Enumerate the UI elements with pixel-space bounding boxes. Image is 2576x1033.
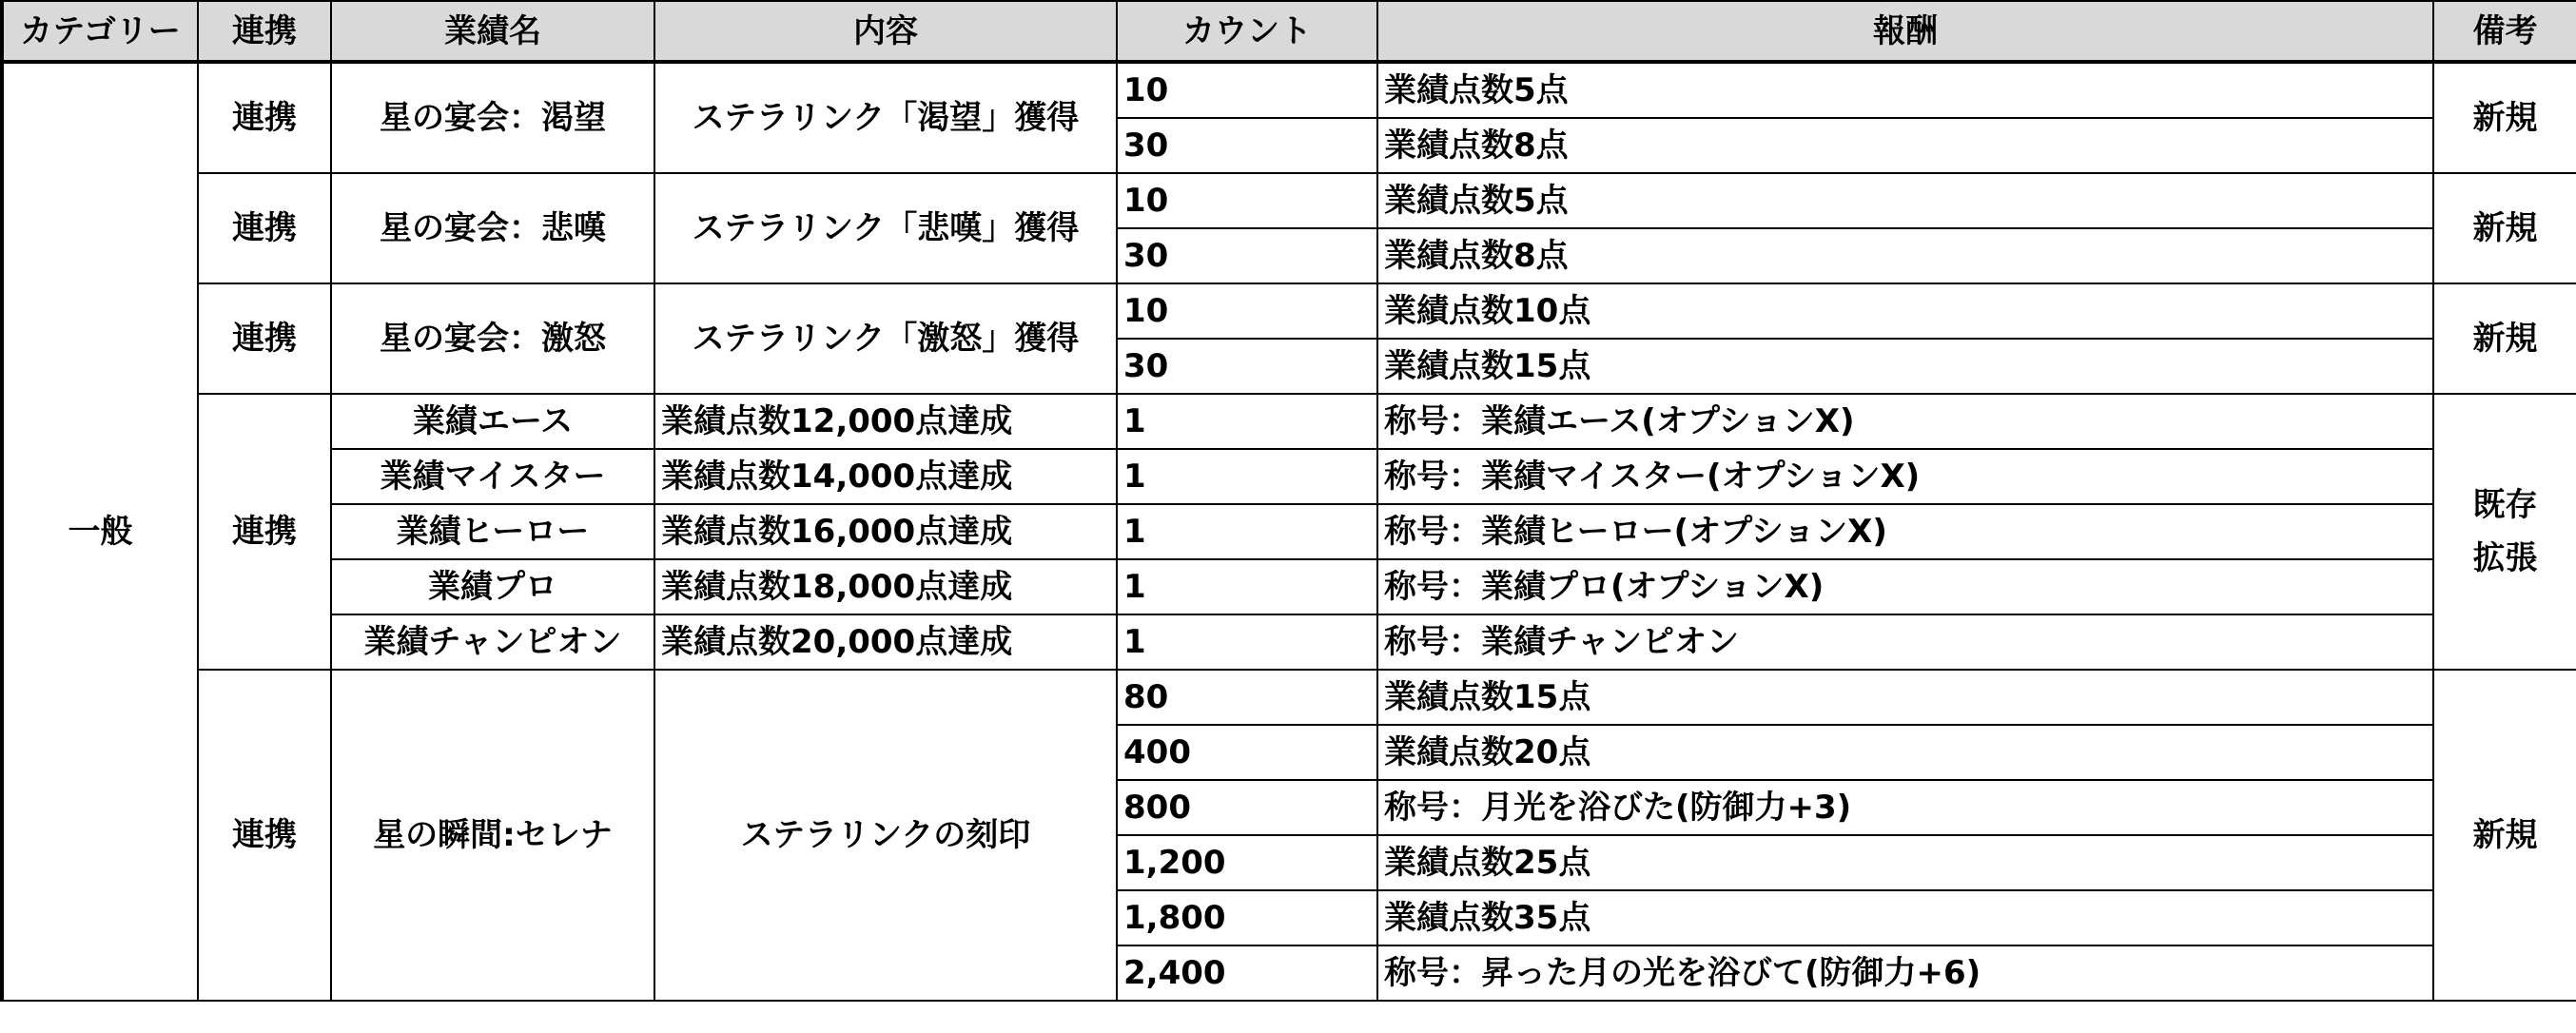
content-cell: 業績点数14,000点達成 [654,449,1117,504]
link-cell: 連携 [198,283,331,394]
count-cell: 10 [1117,173,1377,228]
note-cell: 新規 [2433,173,2576,283]
reward-cell: 業績点数35点 [1377,890,2433,945]
content-cell: 業績点数16,000点達成 [654,504,1117,559]
content-cell: ステラリンクの刻印 [654,670,1117,1001]
note-cell: 新規 [2433,670,2576,1001]
count-cell: 1 [1117,394,1377,449]
count-cell: 1 [1117,504,1377,559]
reward-cell: 称号：業績チャンピオン [1377,614,2433,670]
reward-cell: 称号：業績ヒーロー(オプションX) [1377,504,2433,559]
count-cell: 30 [1117,228,1377,283]
reward-cell: 業績点数15点 [1377,339,2433,394]
achievement-name-cell: 業績チャンピオン [331,614,654,670]
count-cell: 800 [1117,780,1377,835]
link-cell: 連携 [198,62,331,173]
table-row [2,283,2576,339]
content-cell: ステラリンク「悲嘆」獲得 [654,173,1117,283]
achievement-name-cell: 業績プロ [331,559,654,614]
count-cell: 10 [1117,62,1377,118]
count-cell: 1 [1117,449,1377,504]
table-row [2,504,2576,559]
reward-cell: 業績点数5点 [1377,62,2433,118]
reward-cell: 称号：業績マイスター(オプションX) [1377,449,2433,504]
note-cell: 既存 拡張 [2433,394,2576,670]
reward-cell: 業績点数20点 [1377,725,2433,780]
note-cell: 新規 [2433,283,2576,394]
reward-cell: 業績点数15点 [1377,670,2433,725]
header-category: カテゴリー [2,1,198,62]
count-cell: 10 [1117,283,1377,339]
header-reward: 報酬 [1377,1,2433,62]
content-cell: 業績点数20,000点達成 [654,614,1117,670]
reward-cell: 業績点数5点 [1377,173,2433,228]
achievement-name-cell: 星の瞬間:セレナ [331,670,654,1001]
reward-cell: 業績点数8点 [1377,118,2433,173]
category-cell: 一般 [2,62,198,1001]
reward-cell: 称号：業績エース(オプションX) [1377,394,2433,449]
content-cell: ステラリンク「渇望」獲得 [654,62,1117,173]
count-cell: 30 [1117,118,1377,173]
note-cell: 新規 [2433,62,2576,173]
reward-cell: 称号：昇った月の光を浴びて(防御力+6) [1377,945,2433,1001]
content-cell: 業績点数12,000点達成 [654,394,1117,449]
link-cell: 連携 [198,670,331,1001]
count-cell: 400 [1117,725,1377,780]
content-cell: ステラリンク「激怒」獲得 [654,283,1117,394]
table-row [2,394,2576,449]
count-cell: 1 [1117,614,1377,670]
reward-cell: 業績点数10点 [1377,283,2433,339]
header-note: 備考 [2433,1,2576,62]
count-cell: 30 [1117,339,1377,394]
achievement-name-cell: 業績ヒーロー [331,504,654,559]
achievement-name-cell: 業績マイスター [331,449,654,504]
header-content: 内容 [654,1,1117,62]
reward-cell: 称号：月光を浴びた(防御力+3) [1377,780,2433,835]
reward-cell: 業績点数25点 [1377,835,2433,890]
header-count: カウント [1117,1,1377,62]
reward-cell: 称号：業績プロ(オプションX) [1377,559,2433,614]
link-cell: 連携 [198,394,331,670]
count-cell: 1 [1117,559,1377,614]
header-row [2,1,2576,62]
content-cell: 業績点数18,000点達成 [654,559,1117,614]
count-cell: 80 [1117,670,1377,725]
table-row [2,670,2576,725]
table-body [2,62,2576,1001]
header-achievement-name: 業績名 [331,1,654,62]
count-cell: 2,400 [1117,945,1377,1001]
table-row [2,449,2576,504]
table-row [2,62,2576,118]
achievement-name-cell: 星の宴会：渇望 [331,62,654,173]
achievement-name-cell: 星の宴会：悲嘆 [331,173,654,283]
header-link: 連携 [198,1,331,62]
achievement-name-cell: 星の宴会：激怒 [331,283,654,394]
count-cell: 1,200 [1117,835,1377,890]
link-cell: 連携 [198,173,331,283]
table-row [2,614,2576,670]
reward-cell: 業績点数8点 [1377,228,2433,283]
table-row [2,173,2576,228]
count-cell: 1,800 [1117,890,1377,945]
achievement-name-cell: 業績エース [331,394,654,449]
table-row [2,559,2576,614]
